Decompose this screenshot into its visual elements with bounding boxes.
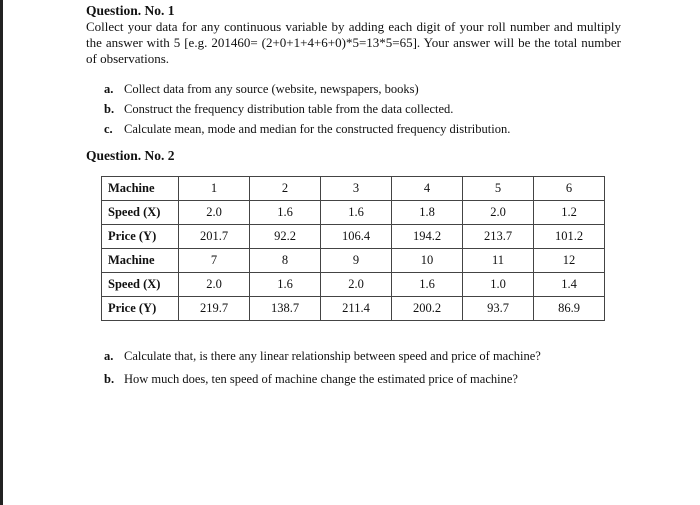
question-1-list (104, 79, 510, 139)
question-1-body: Collect your data for any continuous variable by adding each digit of your roll number and multiply the answer with 5 [e.g. 201460= (2+0+1+4+6+0)*5=13*5=65]. Your answer will be the total number of observations. (86, 19, 621, 66)
list-text: Calculate mean, mode and median for the constructed frequency distribution. (124, 122, 511, 136)
list-text: Construct the frequency distribution table from the data collected. (124, 102, 454, 116)
row-header: Price (Y) (102, 297, 179, 321)
table-cell: 213.7 (463, 225, 534, 249)
row-header: Machine (102, 177, 179, 201)
table-cell: 1.2 (534, 201, 605, 225)
table-cell: 1.0 (463, 273, 534, 297)
list-item (104, 345, 541, 368)
table-cell: 106.4 (321, 225, 392, 249)
machine-data-table (101, 176, 605, 321)
list-text: How much does, ten speed of machine change the estimated price of machine? (124, 372, 518, 386)
table-row (102, 273, 605, 297)
list-item (104, 119, 510, 139)
table-cell: 92.2 (250, 225, 321, 249)
table-cell: 2.0 (463, 201, 534, 225)
list-letter: a. (104, 349, 114, 363)
table-cell: 1.4 (534, 273, 605, 297)
table-row (102, 249, 605, 273)
table-cell: 93.7 (463, 297, 534, 321)
list-text: Collect data from any source (website, newspapers, books) (124, 82, 419, 96)
table-cell: 2.0 (179, 201, 250, 225)
table-cell: 138.7 (250, 297, 321, 321)
table-cell: 101.2 (534, 225, 605, 249)
question-2-title: Question. No. 2 (86, 148, 175, 163)
table-cell: 8 (250, 249, 321, 273)
table-row (102, 201, 605, 225)
table-cell: 1.6 (392, 273, 463, 297)
row-header: Speed (X) (102, 273, 179, 297)
left-edge-border (0, 0, 3, 505)
row-header: Price (Y) (102, 225, 179, 249)
table-cell: 3 (321, 177, 392, 201)
table-cell: 1.8 (392, 201, 463, 225)
table-cell: 2.0 (179, 273, 250, 297)
list-letter: b. (104, 102, 115, 116)
table-cell: 11 (463, 249, 534, 273)
list-item (104, 368, 541, 391)
table-cell: 211.4 (321, 297, 392, 321)
row-header: Machine (102, 249, 179, 273)
table-cell: 2 (250, 177, 321, 201)
table-cell: 5 (463, 177, 534, 201)
table-cell: 9 (321, 249, 392, 273)
table-cell: 12 (534, 249, 605, 273)
table-row (102, 177, 605, 201)
list-letter: c. (104, 122, 113, 136)
table-cell: 1.6 (250, 201, 321, 225)
question-2-list (104, 345, 541, 391)
list-item (104, 99, 510, 119)
table-cell: 10 (392, 249, 463, 273)
row-header: Speed (X) (102, 201, 179, 225)
table-cell: 194.2 (392, 225, 463, 249)
table-cell: 86.9 (534, 297, 605, 321)
table-row (102, 225, 605, 249)
list-letter: b. (104, 372, 115, 386)
table-cell: 7 (179, 249, 250, 273)
table-cell: 201.7 (179, 225, 250, 249)
table-cell: 4 (392, 177, 463, 201)
table-row (102, 297, 605, 321)
list-letter: a. (104, 82, 114, 96)
table-cell: 1.6 (321, 201, 392, 225)
list-item (104, 79, 510, 99)
table-cell: 2.0 (321, 273, 392, 297)
table-cell: 1 (179, 177, 250, 201)
table-cell: 200.2 (392, 297, 463, 321)
question-1-title: Question. No. 1 (86, 3, 175, 18)
table-cell: 6 (534, 177, 605, 201)
table-cell: 219.7 (179, 297, 250, 321)
table-cell: 1.6 (250, 273, 321, 297)
list-text: Calculate that, is there any linear relationship between speed and price of machine? (124, 349, 541, 363)
